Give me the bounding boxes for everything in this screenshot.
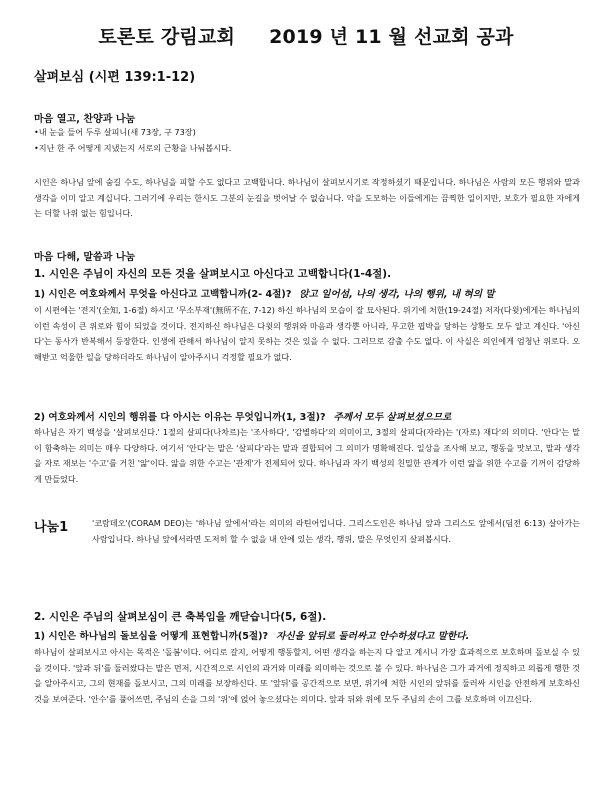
answer-text: 앉고 일어섬, 나의 생각, 나의 행위, 내 혀의 말 xyxy=(299,289,495,300)
share1-text: '코람데오'(CORAM DEO)는 '하나님 앞에서'라는 의미의 라틴어입니다. 그리스도인은 하나님 앞과 그리스도 앞에서(딤전 6:13) 살아가는 사람입니다. 하나님 앞에서라면 도저히 할 수 없을 내 안에 있는 생각, 행위, 말은 무엇인지 살펴봅시다. xyxy=(92,518,580,544)
question-text: 2) 여호와께서 시인의 행위를 다 아시는 이유는 무엇입니까(1, 3절)? xyxy=(34,412,326,423)
question-text: 1) 시인은 여호와께서 무엇을 아신다고 고백합니까(2- 4절)? xyxy=(34,289,292,300)
section1-title: 1. 시인은 주님이 자신의 모든 것을 살펴보시고 아신다고 고백합니다(1-4절). xyxy=(34,268,392,280)
section1-question1 xyxy=(34,286,495,300)
section1-heading: 마음 다해, 말씀과 나눔 xyxy=(34,252,136,263)
section2-question1 xyxy=(34,628,469,642)
section2-q1-body: 하나님이 살펴보시고 아시는 목적은 '돌봄'이다. 어디로 갈지, 어떻게 행동할지, 어떤 생각을 하는지 다 알고 계시니 가장 효과적으로 보호하며 돌보실 수 있을 것이다. '앞과 뒤'를 둘러쌌다는 말은 먼저, 시간적으로 시인의 과거와 미래를 의미하는 것으로 볼 수 있다. 하나님은 그가 과거에 정직하고 의롭게 행한 것을 알아주시고, 그의 현재를 돌보시고, 그의 미래를 보장하신다. 또 '앞뒤'를 공간적으로 보면, 위기에 처한 시인의 앞뒤를 둘러싸 시인을 안전하게 보호하신 것을 보여준다. '안수'를 풀어쓰면, 주님의 손을 그의 '위'에 얹어 놓으셨다는 의미다. 앞과 뒤와 위에 모두 주님의 손이 그를 보호하며 이끄신다. xyxy=(34,647,580,704)
hymn-bullet: •내 눈을 들어 두루 살피니(새 73장, 구 73장) xyxy=(34,127,196,137)
share1-label: 나눔1 xyxy=(34,520,69,535)
share-bullet: •지난 한 주 어떻게 지냈는지 서로의 근황을 나눠봅시다. xyxy=(34,143,232,153)
lesson-subtitle: 살펴보심 (시편 139:1-12) xyxy=(34,70,196,85)
intro-paragraph: 시인은 하나님 앞에 숨길 수도, 하나님을 피할 수도 없다고 고백합니다. 하나님이 살펴보시기로 작정하셨기 때문입니다. 하나님은 사람의 모든 행위와 말과 생각을 이미 알고 계십니다. 그러기에 우리는 한시도 그분의 눈길을 벗어날 수 없습니다. 악을 도모하는 이들에게는 끔찍한 일이지만, 보호가 필요한 자에게는 더할 나위 없는 힘입니다. xyxy=(34,177,580,218)
answer-text: 자신을 앞뒤로 둘러싸고 안수하셨다고 말한다. xyxy=(276,631,470,642)
section1-question2 xyxy=(34,409,451,423)
section1-q2-body: 하나님은 자기 백성을 '살펴보신다.' 1절의 살피다(나차르)는 '조사하다', '감별하다'의 의미이고, 3절의 살피다(자라)는 '(자로) 재다'의 의미다. '안다'는 말이 함축하는 의미는 매우 다양하다. 여기서 '안다'는 말은 '살피다'라는 말과 결합되어 그 의미가 명확해진다. 일상을 조사해 보고, 행동을 맛보고, 말과 생각을 자로 재보는 '수고'를 거친 '앎'이다. 앎을 위한 수고는 '관계'가 전제되어 있다. 하나님과 자기 백성의 친밀한 관계가 이런 앎을 위한 수고를 기꺼이 감당하게 만들었다. xyxy=(34,427,580,484)
question-text: 1) 시인은 하나님의 돌보심을 어떻게 표현합니까(5절)? xyxy=(34,631,269,642)
page-title: 토론토 강림교회 2019 년 11 월 선교회 공과 xyxy=(98,26,514,48)
answer-text: 주께서 모두 살펴보셨으므로 xyxy=(333,412,452,423)
section1-q1-body: 이 시편에는 '전지'(全知, 1-6절) 하시고 '무소부재'(無所不在, 7-12) 하신 하나님의 모습이 잘 묘사된다. 위기에 처한(19-24절) 저자(다윗)에게는 하나님의 이런 속성이 큰 위로와 힘이 되었을 것이다. 전지하신 하나님은 다윗의 행위와 마음과 생각뿐 아니라, 무고한 핍박을 당하는 상황도 모두 알고 계신다. '아신다'는 동사가 반복해서 등장한다. 인생에 관해서 하나님이 알지 못하는 것은 있을 수 없다. 그러므로 감출 수도 없다. 이 사실은 의인에게 엄청난 위로다. 오해받고 억울한 일을 당하더라도 하나님이 알아주시니 걱정할 필요가 없다. xyxy=(34,305,580,362)
open-heading: 마음 열고, 찬양과 나눔 xyxy=(34,114,136,125)
section2-title: 2. 시인은 주님의 살펴보심이 큰 축복임을 깨닫습니다(5, 6절). xyxy=(34,611,327,623)
